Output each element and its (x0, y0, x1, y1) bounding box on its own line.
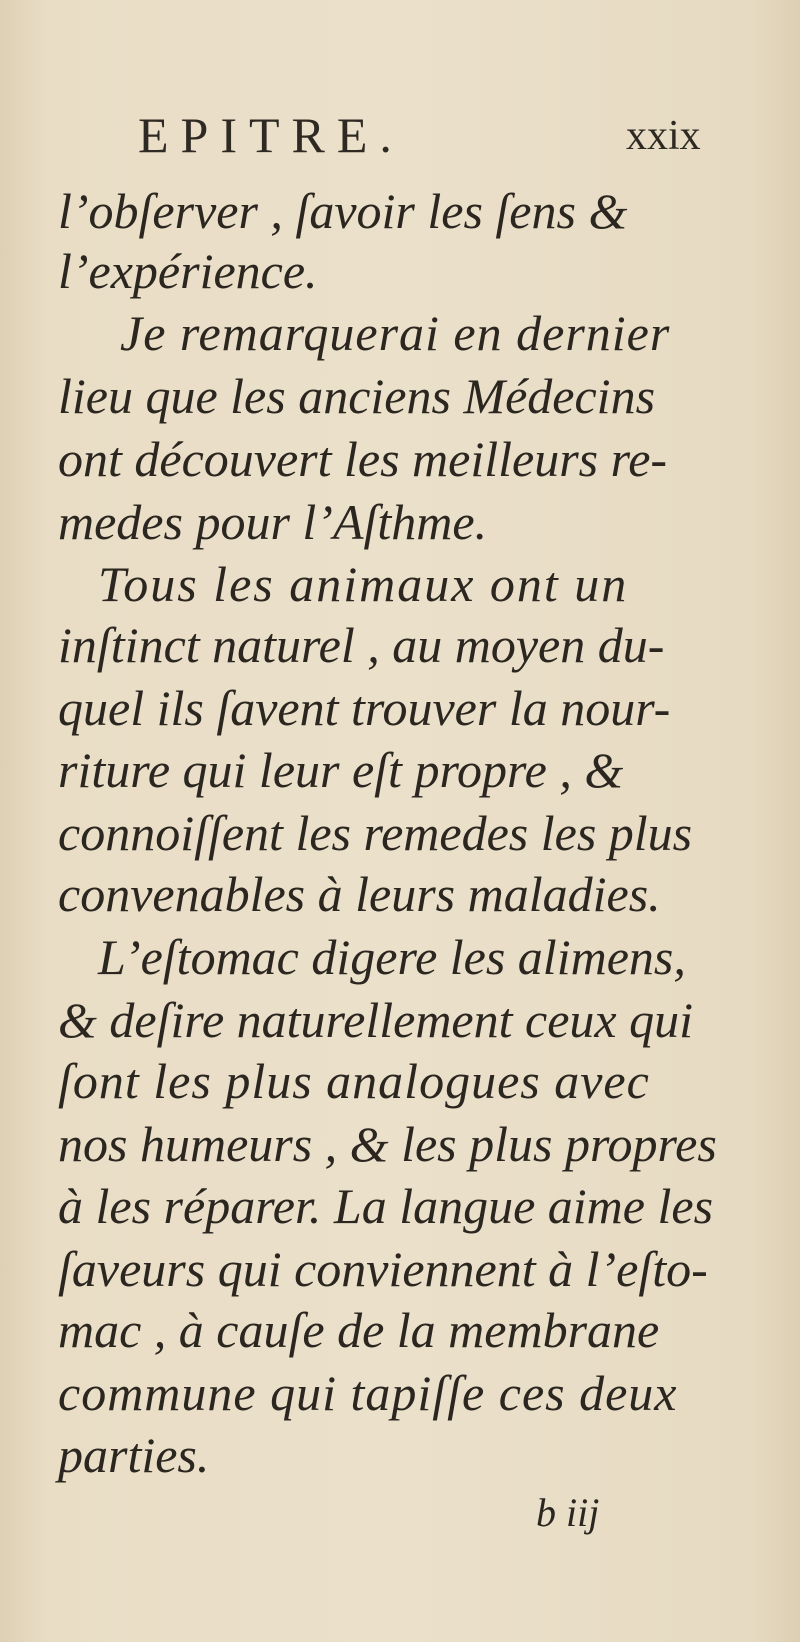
page-header (0, 106, 800, 166)
text-line: medes pour l’Aſthme. (58, 494, 488, 550)
text-line: lieu que les anciens Médecins (58, 368, 656, 424)
text-line: l’expérience. (58, 243, 318, 299)
text-line: Je remarquerai en dernier (120, 305, 671, 361)
page-number: xxix (626, 113, 701, 159)
text-line: & deſire naturellement ceux qui (58, 992, 693, 1048)
text-line: inſtinct naturel , au moyen du- (58, 617, 665, 673)
text-line: connoiſſent les remedes les plus (58, 805, 693, 861)
text-line: l’obſerver , ſavoir les ſens & (58, 183, 628, 239)
text-line: Tous les animaux ont un (98, 556, 629, 612)
signature-mark: b iij (536, 1490, 600, 1535)
text-line: ſaveurs qui conviennent à l’eſto- (58, 1241, 708, 1297)
running-title: EPITRE. (138, 107, 404, 163)
text-line: parties. (58, 1427, 210, 1483)
text-line: convenables à leurs maladies. (58, 866, 661, 922)
text-line: commune qui tapiſſe ces deux (58, 1365, 678, 1421)
text-line: ont découvert les meilleurs re- (58, 431, 668, 487)
text-line: quel ils ſavent trouver la nour- (58, 680, 671, 736)
text-line: à les réparer. La langue aime les (58, 1178, 714, 1234)
text-line: L’eſtomac digere les alimens, (98, 929, 686, 985)
text-line: nos humeurs , & les plus propres (58, 1116, 717, 1172)
text-line: ſont les plus analogues avec (58, 1053, 650, 1109)
text-line: mac , à cauſe de la membrane (58, 1302, 660, 1358)
text-line: riture qui leur eſt propre , & (58, 742, 624, 798)
